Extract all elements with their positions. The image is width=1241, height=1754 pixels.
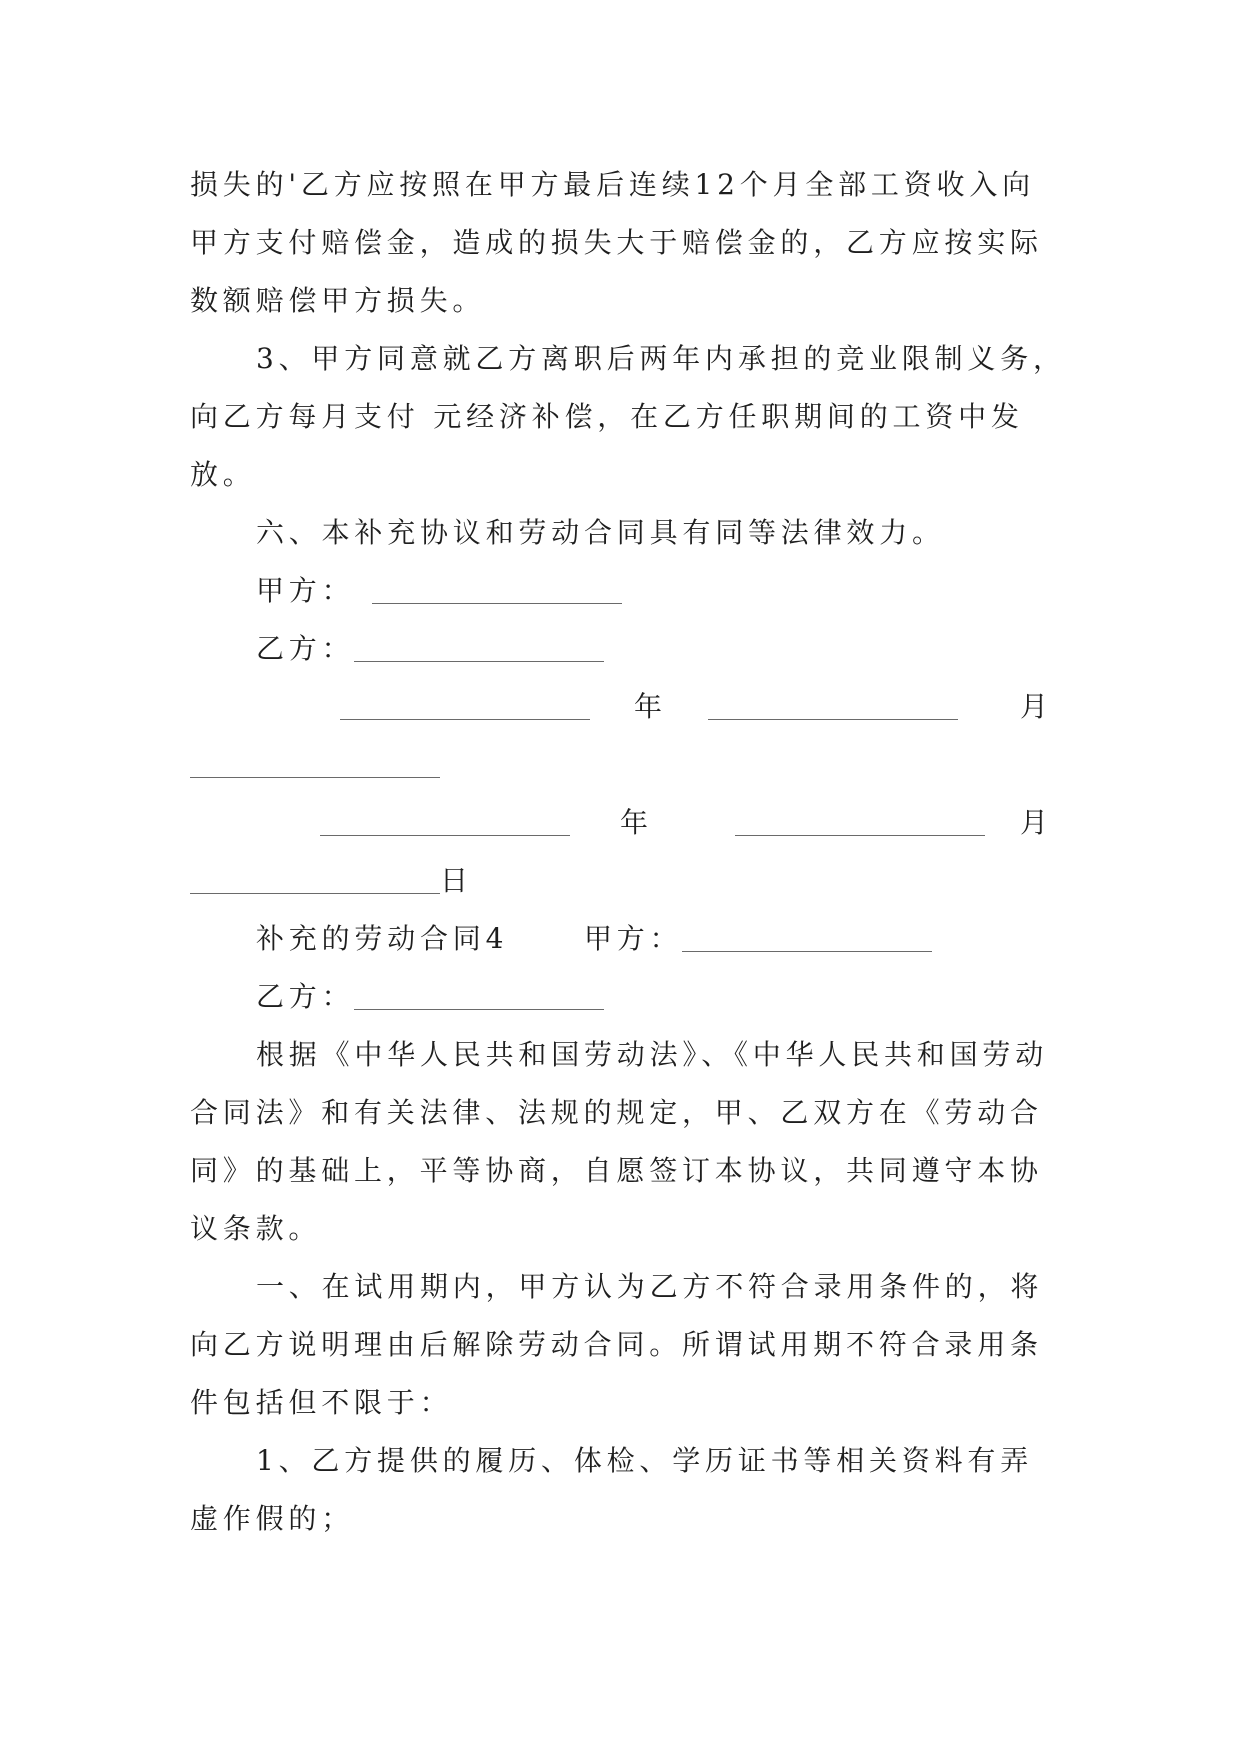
paragraph-non-compete: [190, 330, 1066, 504]
date-row-1-cont: [190, 736, 1052, 794]
signature-party-a: [190, 562, 1052, 620]
text-line: 同》的基础上，平等协商，自愿签订本协议，共同遵守本协: [190, 1154, 1043, 1187]
document-body: [190, 156, 1066, 1548]
date-row-2: [190, 794, 1052, 852]
text-line: 向乙方说明理由后解除劳动合同。所谓试用期不符合录用条: [190, 1328, 1043, 1361]
month-label: 月: [1020, 690, 1053, 723]
contract4-party-b-blank: [354, 979, 604, 1010]
party-a-label: 甲方：: [256, 574, 355, 607]
contract4-party-b-label: 乙方：: [256, 980, 355, 1013]
text-line: 3、甲方同意就乙方离职后两年内承担的竞业限制义务，: [256, 342, 1066, 375]
year-label: 年: [634, 690, 667, 723]
contract4-title: 补充的劳动合同4: [256, 922, 509, 955]
text-line: 放。: [190, 458, 256, 491]
text-line: 合同法》和有关法律、法规的规定，甲、乙双方在《劳动合: [190, 1096, 1043, 1129]
month-label: 月: [1020, 806, 1053, 839]
year-label: 年: [620, 806, 653, 839]
text-line: 议条款。: [190, 1212, 322, 1245]
day-blank: [190, 863, 440, 894]
text-line: 损失的'乙方应按照在甲方最后连续12个月全部工资收入向: [190, 168, 1035, 201]
text-line: 件包括但不限于：: [190, 1386, 453, 1419]
text-line: 虚作假的；: [190, 1502, 355, 1535]
party-a-blank: [372, 573, 622, 604]
paragraph-legal-effect: [190, 504, 1052, 562]
month-blank: [735, 805, 985, 836]
year-blank: [340, 689, 590, 720]
text-line: 1、乙方提供的履历、体检、学历证书等相关资料有弄: [256, 1444, 1034, 1477]
date-row-2-cont: [190, 852, 1052, 910]
contract4-party-b: [190, 968, 1052, 1026]
text-line: 甲方支付赔偿金，造成的损失大于赔偿金的，乙方应按实际: [190, 226, 1043, 259]
text-line: 向乙方每月支付 元经济补偿，在乙方任职期间的工资中发: [190, 400, 1024, 433]
paragraph-falsified-documents: [190, 1432, 1052, 1548]
signature-party-b: [190, 620, 1052, 678]
party-b-blank: [354, 631, 604, 662]
text-line: 根据《中华人民共和国劳动法》、《中华人民共和国劳动: [256, 1038, 1049, 1071]
contract4-party-a-blank: [682, 921, 932, 952]
paragraph-compensation: [190, 156, 1052, 330]
paragraph-probation: [190, 1258, 1052, 1432]
day-label: 日: [440, 864, 473, 897]
contract4-party-a-label: 甲方：: [584, 922, 683, 955]
year-blank: [320, 805, 570, 836]
text-line: 一、在试用期内，甲方认为乙方不符合录用条件的，将: [256, 1270, 1044, 1303]
text-line: 六、本补充协议和劳动合同具有同等法律效力。: [256, 516, 945, 549]
contract4-header: [190, 910, 1052, 968]
paragraph-preamble: [190, 1026, 1052, 1258]
month-blank: [708, 689, 958, 720]
party-b-label: 乙方：: [256, 632, 355, 665]
date-row-1: [190, 678, 1052, 736]
text-line: 数额赔偿甲方损失。: [190, 284, 486, 317]
day-blank: [190, 747, 440, 778]
